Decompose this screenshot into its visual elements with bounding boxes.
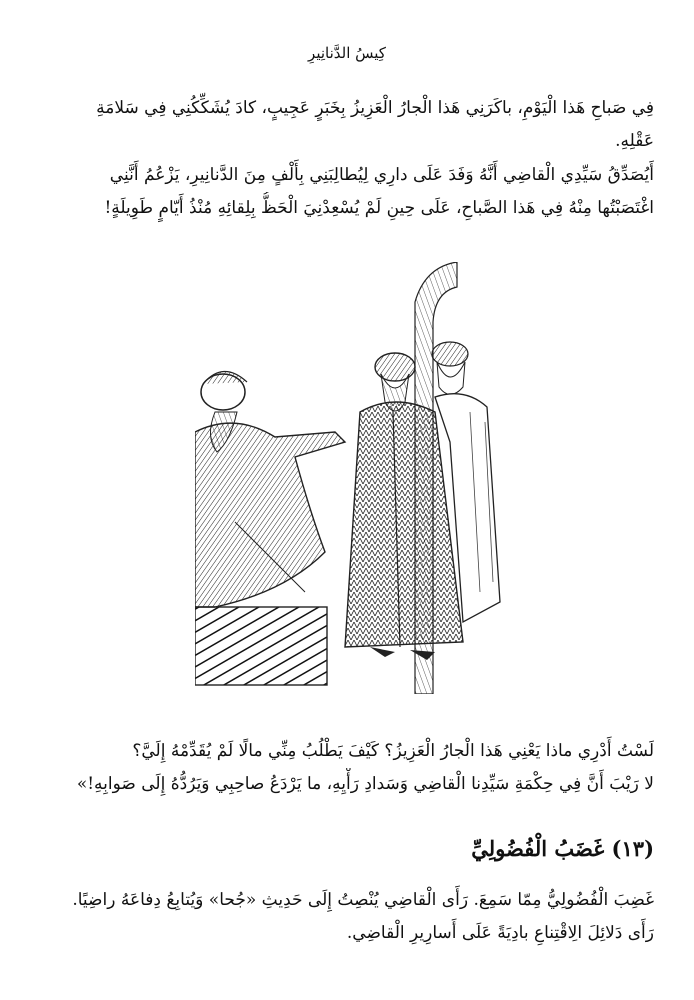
paragraph-1-line-2: عَقْلِهِ. xyxy=(615,131,654,151)
paragraph-1 xyxy=(40,92,654,158)
paragraph-3 xyxy=(40,735,654,801)
paragraph-2 xyxy=(40,159,654,225)
seated-judge xyxy=(195,371,345,685)
paragraph-4 xyxy=(40,884,654,950)
ink-illustration-icon xyxy=(195,262,520,694)
illustration xyxy=(195,262,520,694)
section-heading: (١٣) غَضَبُ الْفُضُولِيِّ xyxy=(471,836,654,861)
paragraph-3-line-2: لا رَيْبَ أَنَّ فِي حِكْمَةِ سَيِّدِنا الْقاضِي وَسَدادِ رَأْيِهِ، ما يَرْدَعُ صاحِبِي وَيَرُدُّهُ إِلَى صَوابِهِ!» xyxy=(76,774,654,794)
paragraph-2-line-1: أَيُصَدِّقُ سَيِّدِي الْقاضِي أَنَّهُ وَفَدَ عَلَى دارِي لِيُطالِبَنِي بِأَلْفٍ مِنَ الدَّنانِيرِ، يَزْعُمُ أَنَّنِي xyxy=(109,165,654,185)
paragraph-2-line-2: اغْتَصَبْتُها مِنْهُ فِي هَذا الصَّباحِ، عَلَى حِينِ لَمْ يُسْعِدْنِيَ الْحَظُّ بِلِقائِهِ مُنْذُ أَيّامٍ طَوِيلَةٍ! xyxy=(104,198,654,218)
paragraph-1-line-1: فِي صَباحِ هَذا الْيَوْمِ، باكَرَنِي هَذا الْجارُ الْعَزِيزُ بِخَبَرٍ عَجِيبٍ، كادَ يُشَكِّكُنِي فِي سَلامَةِ xyxy=(96,98,654,118)
paragraph-3-line-1: لَسْتُ أَدْرِي ماذا يَعْنِي هَذا الْجارُ الْعَزِيزُ؟ كَيْفَ يَطْلُبُ مِنِّي مالًا لَمْ يُقَدِّمْهُ إِلَيَّ؟ xyxy=(132,741,654,761)
running-header: كِيسُ الدَّنانِيرِ xyxy=(308,44,386,62)
paragraph-4-line-2: رَأَى دَلائِلَ الِاقْتِناعِ بادِيَةً عَلَى أَسارِيرِ الْقاضِي. xyxy=(346,923,654,943)
paragraph-4-line-1: غَضِبَ الْفُضُولِيُّ مِمّا سَمِعَ. رَأَى الْقاضِي يُنْصِتُ إِلَى حَدِيثِ «جُحا» وَيُتابِعُ دِفاعَهُ راضِيًا. xyxy=(72,890,654,910)
